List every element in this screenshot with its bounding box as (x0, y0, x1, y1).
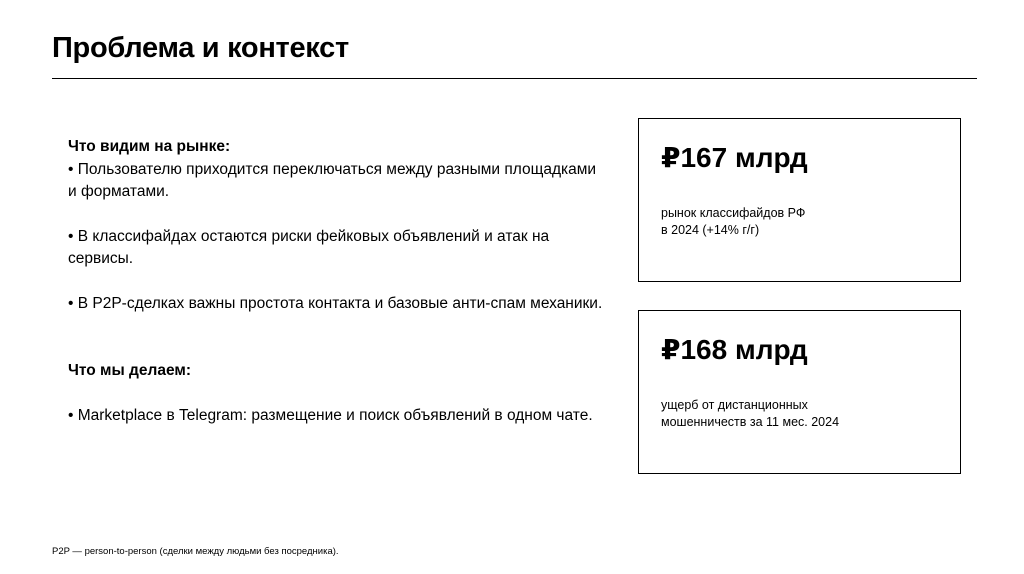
stat-value: ₽168 млрд (661, 334, 808, 365)
market-bullet-platforms: • Пользователю приходится переключаться между разными площадками и форматами. (68, 160, 597, 200)
stat-caption (661, 205, 941, 239)
solution-heading: Что мы делаем: (68, 362, 192, 379)
title-divider (52, 78, 977, 79)
stat-caption-line: в 2024 (+14% г/г) (661, 223, 760, 237)
stat-caption-line: мошенничеств за 11 мес. 2024 (661, 415, 840, 429)
stat-card-classifieds-market (638, 118, 961, 282)
stat-value: ₽167 млрд (661, 142, 808, 173)
solution-bullet-telegram: • Marketplace в Telegram: размещение и поиск объявлений в одном чате. (68, 406, 593, 424)
context-text-block (68, 136, 608, 427)
slide-title: Проблема и контекст (52, 32, 349, 64)
spacer (68, 271, 608, 293)
stat-caption-line: ущерб от дистанционных (661, 398, 808, 412)
market-bullet-classifieds-risks: • В классифайдах остаются риски фейковых объявлений и атак на сервисы. (68, 227, 550, 267)
market-heading: Что видим на рынке: (68, 138, 231, 155)
market-bullet-p2p: • В P2P-сделках важны простота контакта и базовые анти-спам механики. (68, 294, 603, 312)
footnote: P2P — person-to-person (сделки между людьми без посредника). (52, 546, 339, 557)
spacer (68, 204, 608, 226)
stat-caption-line: рынок классифайдов РФ (661, 206, 806, 220)
spacer (68, 315, 608, 360)
stat-card-fraud-damage (638, 310, 961, 474)
spacer (68, 383, 608, 405)
stat-caption (661, 397, 941, 431)
